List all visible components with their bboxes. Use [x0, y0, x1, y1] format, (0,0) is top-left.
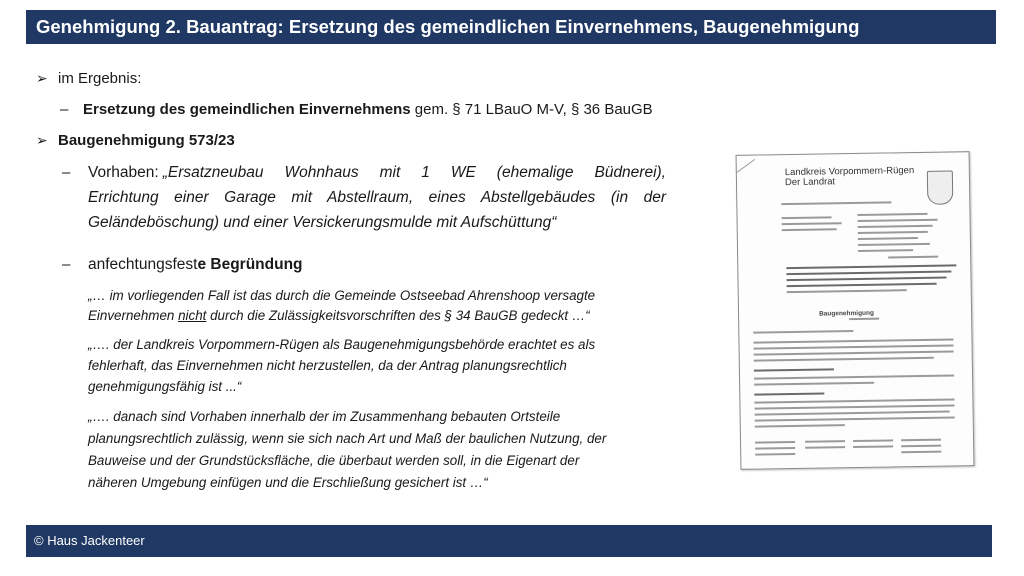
- ersetzung-rest: gem. § 71 LBauO M-V, § 36 BauGB: [410, 101, 653, 118]
- vorhaben-label: Vorhaben:: [88, 164, 159, 181]
- dash-bullet-icon: –: [62, 164, 71, 181]
- document-text-lines: [737, 152, 969, 156]
- coat-of-arms-icon: [927, 170, 954, 204]
- document-title: Baugenehmigung: [818, 309, 874, 318]
- baugenehmigung-document-image: [736, 151, 975, 470]
- footer-copyright: © Haus Jackenteer: [34, 533, 145, 548]
- slide-title-bar: [26, 10, 996, 44]
- footer-bar: [26, 525, 992, 557]
- slide-title: Genehmigung 2. Bauantrag: Ersetzung des gemeindlichen Einvernehmens, Baugenehmigung: [36, 16, 860, 37]
- document-fold-mark: [737, 159, 755, 173]
- quote-2-line-3: genehmigungsfähig ist ...“: [88, 379, 242, 394]
- quote-3-line-2: planungsrechtlich zulässig, wenn sie sich nach Art und Maß der baulichen Nutzung, der: [88, 431, 607, 446]
- document-org-line-1: Landkreis Vorpommern-Rügen: [784, 165, 915, 179]
- arrow-bullet-icon: ➢: [36, 70, 48, 86]
- vorhaben-text-1: „Ersatzneubau Wohnhaus mit 1 WE (ehemalige Büdnerei),: [162, 164, 666, 181]
- begruendung-pre: anfechtungsfest: [88, 256, 198, 273]
- arrow-bullet-icon: ➢: [36, 132, 48, 148]
- quote-1-line-1: „… im vorliegenden Fall ist das durch die Gemeinde Ostseebad Ahrenshoop versagte: [88, 288, 596, 303]
- vorhaben-line-1: [88, 164, 666, 182]
- quote-3-line-1: „…. danach sind Vorhaben innerhalb der im Zusammenhang bebauten Ortsteile: [88, 409, 561, 424]
- quote-1-b: durch die Zulässigkeitsvorschriften des § 34 BauGB gedeckt …“: [206, 308, 590, 323]
- bullet-baugenehmigung: Baugenehmigung 573/23: [58, 132, 235, 149]
- vorhaben-text-2: Errichtung einer Garage mit Abstellraum, eines Abstellgebäudes (in der: [88, 189, 666, 206]
- begruendung-bold: e Begründung: [197, 256, 303, 273]
- begruendung-heading: [88, 256, 303, 274]
- ersetzung-bold: Ersetzung des gemeindlichen Einvernehmens: [83, 101, 411, 118]
- dash-bullet-icon: –: [62, 256, 71, 273]
- quote-1-a: Einvernehmen: [88, 308, 179, 323]
- quote-3-line-3: Bauweise und der Grundstücksfläche, die überbaut werden soll, in die Eigenart der: [88, 453, 580, 468]
- sub-bullet-ersetzung: [83, 101, 653, 118]
- quote-3-line-4: näheren Umgebung einfügen und die Erschließung gesichert ist …“: [88, 475, 488, 490]
- quote-2-line-2: fehlerhaft, das Einvernehmen nicht herzustellen, da der Antrag planungsrechtlich: [88, 358, 567, 373]
- bullet-im-ergebnis: im Ergebnis:: [58, 70, 142, 87]
- quote-2-line-1: „…. der Landkreis Vorpommern-Rügen als Baugenehmigungsbehörde erachtet es als: [88, 337, 596, 352]
- dash-bullet-icon: –: [60, 101, 69, 118]
- quote-1-line-2: [88, 308, 590, 323]
- document-header: [785, 166, 915, 188]
- quote-1-underlined: nicht: [178, 308, 207, 323]
- document-org-line-2: Der Landrat: [784, 176, 836, 189]
- vorhaben-text-3: Geländeböschung) und einer Versickerungsmulde mit Aufschüttung“: [88, 214, 557, 231]
